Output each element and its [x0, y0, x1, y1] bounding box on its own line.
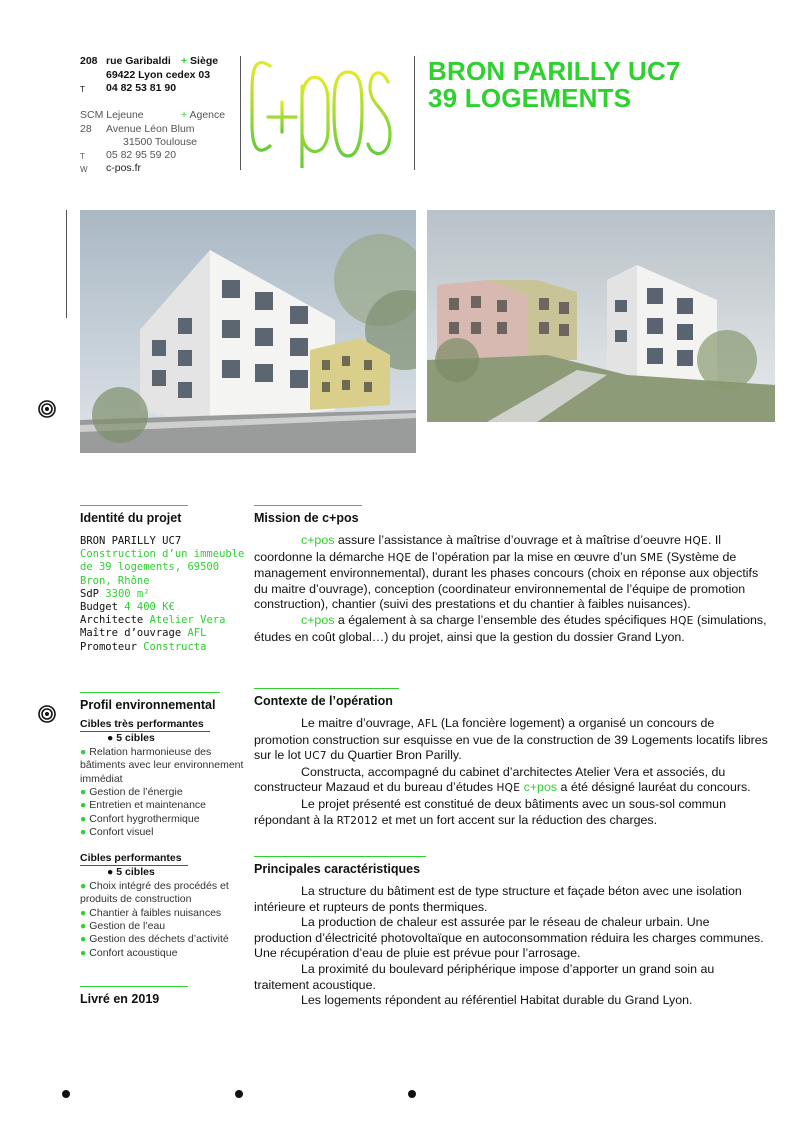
siege-number: 208 [80, 55, 98, 67]
title-line-2: 39 LOGEMENTS [428, 83, 632, 113]
promoteur-value: Constructa [143, 640, 207, 653]
contexte-text [254, 716, 768, 829]
agence-name: SCM Lejeune [80, 109, 144, 121]
agence-city: 31500 Toulouse [123, 136, 197, 148]
mission-title: Mission de c+pos [254, 511, 359, 525]
agence-phone: 05 82 95 59 20 [106, 149, 177, 161]
list-item: ● Gestion des déchets d’activité [80, 933, 229, 946]
bottom-dot [235, 1090, 243, 1098]
sdp-label: SdP [80, 587, 99, 600]
list-item: ● Relation harmonieuse des bâtiments avec leur environnement immédiat [80, 745, 244, 785]
sdp-value: 3300 m² [105, 587, 150, 600]
promoteur-label: Promoteur [80, 640, 137, 653]
cpos-logo [248, 52, 398, 168]
bottom-dot [408, 1090, 416, 1098]
target-icon [38, 400, 56, 418]
budget-row [80, 601, 250, 614]
architecte-label: Architecte [80, 614, 144, 627]
agence-website[interactable]: c-pos.fr [106, 162, 142, 174]
building-render-photo-1 [80, 210, 416, 453]
web-prefix: W [80, 165, 88, 174]
caracteristiques-paragraph: La proximité du boulevard périphérique impose d’apporter un grand soin au traitement acoustique. [254, 961, 715, 992]
architecte-value: Atelier Vera [149, 614, 226, 627]
promoteur-row [80, 641, 250, 654]
siege-phone: 04 82 53 81 90 [106, 82, 177, 94]
siege-label: + Siège [181, 55, 219, 67]
sdp-row [80, 588, 250, 601]
margin-line [66, 210, 67, 318]
architecte-row [80, 614, 250, 627]
maitre-ouvrage-row [80, 627, 250, 640]
list-item: ● Choix intégré des procédés et produits de construction [80, 879, 229, 906]
list-item: ● Chantier à faibles nuisances [80, 906, 222, 919]
list-item: ● Gestion de l’énergie [80, 786, 183, 799]
caracteristiques-paragraph: La production de chaleur est assurée par le réseau de chaleur urbain. Une production d’électricité photovoltaïque en autoconsommation réduira les charges communes. Une récupération d’eau de pluie est prévue pour l’arrosage. [254, 915, 764, 961]
mission-text [254, 533, 768, 645]
identite-details [80, 535, 250, 654]
group-performantes [80, 852, 250, 960]
contexte-paragraph: Le projet présenté est constitué de deux bâtiments avec un sous-sol commun répondant à la RT2012 et met un fort accent sur la réduction des charges. [254, 796, 726, 827]
rule-caracteristiques [254, 856, 426, 857]
project-description: Construction d’un immeuble de 39 logements, 69500 Bron, Rhône [80, 548, 251, 587]
agence-street: Avenue Léon Blum [106, 123, 195, 135]
contexte-paragraph: Le maitre d’ouvrage, AFL (La foncière logement) a organisé un concours de promotion construction sur esquisse en vue de la construction de 39 Logements locatifs libres sur le lot UC7 du Quartier Bron Parilly. [254, 716, 768, 763]
group-head: Cibles performantes [80, 852, 188, 866]
agence-number: 28 [80, 123, 92, 135]
list-item: ● Confort hygrothermique [80, 812, 200, 825]
rule-identite [80, 505, 188, 506]
mission-paragraph: c+pos assure l’assistance à maîtrise d’ouvrage et à maîtrise d’oeuvre HQE. Il coordonne la démarche HQE de l’opération par la mise en œuvre d’un SME (Système de management environnemental), durant les phases concours (choix en réponse aux objectifs du maitre d’ouvrage), conception (coordinateur environnemental de l’équipe de promotion construction), chantier (suivi des prestations et du chantier à faibles nuisances). [254, 533, 759, 612]
target-icon [38, 705, 56, 723]
contexte-title: Contexte de l’opération [254, 694, 393, 708]
budget-label: Budget [80, 601, 118, 614]
caracteristiques-paragraph: La structure du bâtiment est de type structure et façade béton avec une isolation intérieure et rupteurs de ponts thermiques. [254, 884, 742, 914]
group-count: ● 5 cibles [107, 866, 155, 879]
list-item: ● Confort visuel [80, 826, 154, 839]
siege-city: 69422 Lyon cedex 03 [106, 69, 211, 81]
rule-livre [80, 986, 188, 987]
caracteristiques-title: Principales caractéristiques [254, 862, 421, 876]
bottom-dot [62, 1090, 70, 1098]
maitre-ouvrage-label: Maître d’ouvrage [80, 627, 182, 640]
page-title [428, 58, 681, 112]
project-name: BRON PARILLY UC7 [80, 535, 182, 547]
agence-label: + Agence [181, 109, 226, 121]
maitre-ouvrage-value: AFL [187, 627, 207, 640]
budget-value: 4 400 K€ [124, 601, 175, 614]
title-line-1: BRON PARILLY UC7 [428, 56, 681, 86]
list-item: ● Confort acoustique [80, 946, 178, 959]
list-item: ● Gestion de l’eau [80, 920, 166, 933]
siege-street: rue Garibaldi [106, 55, 171, 67]
header-divider-right [414, 56, 415, 170]
rule-mission [254, 505, 362, 506]
rule-profil [80, 692, 220, 693]
group-count: ● 5 cibles [107, 732, 155, 745]
caracteristiques-paragraph: Les logements répondent au référentiel Habitat durable du Grand Lyon. [301, 993, 693, 1008]
building-render-photo-2 [427, 210, 775, 422]
contexte-paragraph: Constructa, accompagné du cabinet d’architectes Atelier Vera et associés, du constructeur Mazaud et du bureau d’études HQE c+pos a été désigné lauréat du concours. [254, 764, 751, 795]
profil-title: Profil environnemental [80, 698, 216, 712]
list-item: ● Entretien et maintenance [80, 799, 207, 812]
mission-paragraph: c+pos a également à sa charge l’ensemble des études spécifiques HQE (simulations, études en coût global…) du projet, ainsi que la gestion du dossier Grand Lyon. [254, 612, 767, 644]
agence-phone-prefix: T [80, 152, 85, 161]
siege-phone-prefix: T [80, 85, 85, 94]
group-head: Cibles très performantes [80, 718, 210, 732]
identite-title: Identité du projet [80, 511, 182, 525]
rule-contexte [254, 688, 399, 689]
caracteristiques-text [254, 884, 768, 1009]
livre-title: Livré en 2019 [80, 992, 160, 1006]
group-tres-performantes [80, 718, 250, 840]
header-divider-left [240, 56, 241, 170]
